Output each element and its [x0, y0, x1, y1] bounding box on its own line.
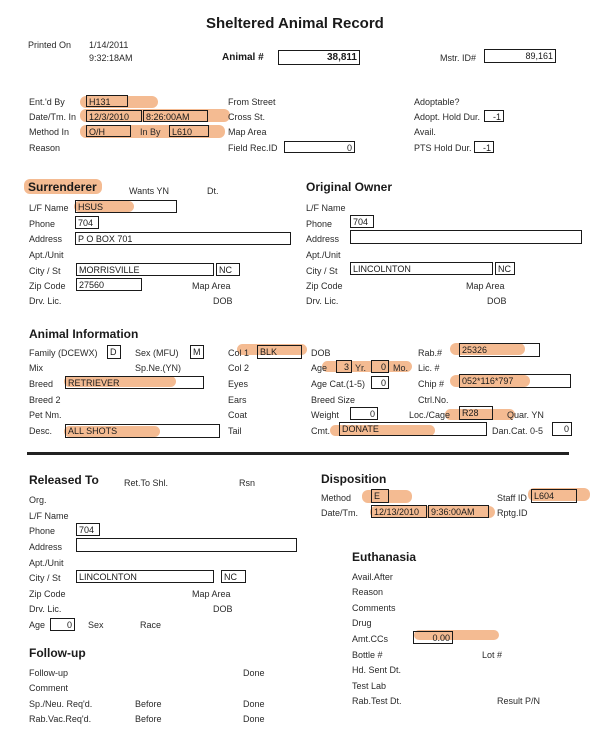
released-map-area-label: Map Area [192, 589, 231, 599]
tail-label: Tail [228, 426, 242, 436]
rabies-field[interactable]: 25326 [459, 343, 540, 357]
owner-map-area-label: Map Area [466, 281, 505, 291]
ctrl-no-label: Ctrl.No. [418, 395, 449, 405]
time-in-field[interactable]: 8:26:00AM [143, 110, 208, 122]
breed-field[interactable]: RETRIEVER [65, 376, 204, 389]
disposition-method-field[interactable]: E [371, 489, 389, 503]
disposition-method-label: Method [321, 493, 352, 503]
adopt-hold-field[interactable]: -1 [484, 110, 504, 122]
owner-state-field[interactable]: NC [495, 262, 515, 275]
surrenderer-address-field[interactable]: P O BOX 701 [75, 232, 291, 245]
spay-neuter-before-label: Before [135, 699, 162, 709]
danger-cat-label: Dan.Cat. 0-5 [492, 426, 544, 436]
pet-name-label: Pet Nm. [29, 410, 62, 420]
col2-label: Col 2 [228, 363, 250, 373]
disposition-date-field[interactable]: 12/13/2010 [371, 505, 427, 518]
method-in-label: Method In [29, 127, 70, 137]
owner-drv-lic-label: Drv. Lic. [306, 296, 339, 306]
surrenderer-city-label: City / St [29, 266, 61, 276]
rptg-id-label: Rptg.ID [497, 508, 528, 518]
adopt-hold-label: Adopt. Hold Dur. [414, 112, 481, 122]
surrenderer-state-field[interactable]: NC [216, 263, 240, 276]
surrenderer-zip-label: Zip Code [29, 281, 66, 291]
surrenderer-drv-lic-label: Drv. Lic. [29, 296, 62, 306]
euth-reason-label: Reason [352, 587, 384, 597]
released-address-label: Address [29, 542, 63, 552]
released-phone-field[interactable]: 704 [76, 523, 100, 536]
original-owner-heading: Original Owner [306, 180, 393, 194]
released-to-heading: Released To [29, 473, 99, 487]
loc-cage-field[interactable]: R28 [459, 406, 493, 420]
entered-by-label: Ent.'d By [29, 97, 65, 107]
age-cat-field[interactable]: 0 [371, 376, 389, 389]
released-name-label: L/F Name [29, 511, 69, 521]
released-apt-label: Apt./Unit [29, 558, 64, 568]
field-rec-label: Field Rec.ID [228, 143, 278, 153]
field-rec-field[interactable]: 0 [284, 141, 355, 153]
in-by-field[interactable]: L610 [169, 125, 209, 137]
years-label: Yr. [355, 363, 367, 373]
method-in-field[interactable]: O/H [86, 125, 131, 137]
adoptable-label: Adoptable? [414, 97, 460, 107]
sex-label: Sex (MFU) [135, 348, 179, 358]
surrenderer-zip-field[interactable]: 27560 [76, 278, 142, 291]
disposition-time-field[interactable]: 9:36:00AM [428, 505, 489, 518]
surrenderer-name-field[interactable]: HSUS [75, 200, 177, 213]
owner-phone-field[interactable]: 704 [350, 215, 374, 228]
wants-yn-label: Wants YN [129, 186, 170, 196]
sex-field[interactable]: M [190, 345, 204, 359]
animal-number-field[interactable]: 38,811 [278, 50, 360, 65]
owner-dob-label: DOB [487, 296, 507, 306]
surrenderer-dob-label: DOB [213, 296, 233, 306]
family-field[interactable]: D [107, 345, 121, 359]
col1-label: Col 1 [228, 348, 250, 358]
avail-label: Avail. [414, 127, 436, 137]
ears-label: Ears [228, 395, 247, 405]
mix-label: Mix [29, 363, 43, 373]
family-label: Family (DCEWX) [29, 348, 98, 358]
date-in-label: Date/Tm. In [29, 112, 77, 122]
followup-label: Follow-up [29, 668, 69, 678]
map-area-label: Map Area [228, 127, 267, 137]
pts-hold-field[interactable]: -1 [474, 141, 494, 153]
pts-hold-label: PTS Hold Dur. [414, 143, 472, 153]
rabies-vac-done-label: Done [243, 714, 265, 724]
weight-field[interactable]: 0 [350, 407, 378, 420]
owner-address-field[interactable] [350, 230, 582, 244]
rabies-vac-label: Rab.Vac.Req'd. [29, 714, 92, 724]
released-state-field[interactable]: NC [221, 570, 246, 583]
owner-apt-label: Apt./Unit [306, 250, 341, 260]
chip-field[interactable]: 052*116*797 [459, 374, 571, 388]
animal-number-label: Animal # [222, 52, 264, 63]
followup-heading: Follow-up [29, 646, 86, 660]
owner-city-label: City / St [306, 266, 338, 276]
date-in-field[interactable]: 12/3/2010 [86, 110, 142, 122]
lot-label: Lot # [482, 650, 503, 660]
surrenderer-heading: Surrenderer [28, 180, 97, 194]
surrenderer-map-area-label: Map Area [192, 281, 231, 291]
weight-label: Weight [311, 410, 339, 420]
page-title: Sheltered Animal Record [206, 15, 384, 32]
surrenderer-city-field[interactable]: MORRISVILLE [76, 263, 214, 276]
amt-ccs-field[interactable]: 0.00 [413, 631, 453, 644]
spay-neuter-done-label: Done [243, 699, 265, 709]
age-cat-label: Age Cat.(1-5) [311, 379, 366, 389]
license-label: Lic. # [418, 363, 440, 373]
rabies-test-date-label: Rab.Test Dt. [352, 696, 402, 706]
released-drv-lic-label: Drv. Lic. [29, 604, 62, 614]
disposition-date-label: Date/Tm. [321, 508, 359, 518]
bottle-label: Bottle # [352, 650, 383, 660]
surrenderer-name-label: L/F Name [29, 203, 69, 213]
rsn-label: Rsn [239, 478, 256, 488]
desc-label: Desc. [29, 426, 53, 436]
released-city-field[interactable]: LINCOLNTON [76, 570, 214, 583]
months-label: Mo. [393, 363, 409, 373]
owner-name-label: L/F Name [306, 203, 346, 213]
released-zip-label: Zip Code [29, 589, 66, 599]
master-id-field[interactable]: 89,161 [484, 49, 556, 63]
staff-id-label: Staff ID [497, 493, 527, 503]
org-label: Org. [29, 495, 47, 505]
released-dob-label: DOB [213, 604, 233, 614]
breed2-label: Breed 2 [29, 395, 61, 405]
from-street-label: From Street [228, 97, 276, 107]
released-phone-label: Phone [29, 526, 56, 536]
staff-id-field[interactable]: L604 [531, 489, 577, 503]
printed-date: 1/14/2011 [89, 40, 129, 50]
printed-time: 9:32:18AM [89, 53, 133, 63]
drug-label: Drug [352, 618, 372, 628]
desc-field[interactable]: ALL SHOTS [65, 424, 220, 438]
followup-done-label: Done [243, 668, 265, 678]
animal-info-heading: Animal Information [29, 327, 139, 341]
cmt-label: Cmt. [311, 426, 330, 436]
col1-field[interactable]: BLK [257, 345, 302, 359]
cross-st-label: Cross St. [228, 112, 266, 122]
eyes-label: Eyes [228, 379, 249, 389]
euth-comments-label: Comments [352, 603, 396, 613]
return-to-shelter-label: Ret.To Shl. [124, 478, 169, 488]
surrenderer-phone-field[interactable]: 704 [75, 216, 99, 229]
released-sex-label: Sex [88, 620, 104, 630]
master-id-label: Mstr. ID# [440, 53, 477, 63]
chip-label: Chip # [418, 379, 445, 389]
age-label: Age [311, 363, 328, 373]
comment-label: Comment [29, 683, 69, 693]
loc-cage-label: Loc./Cage [409, 410, 451, 420]
released-city-label: City / St [29, 573, 61, 583]
test-lab-label: Test Lab [352, 681, 387, 691]
owner-city-field[interactable]: LINCOLNTON [350, 262, 493, 275]
amt-ccs-label: Amt.CCs [352, 634, 388, 644]
avail-after-label: Avail.After [352, 572, 393, 582]
released-address-field[interactable] [76, 538, 297, 552]
owner-address-label: Address [306, 234, 340, 244]
breed-label: Breed [29, 379, 54, 389]
rabies-vac-before-label: Before [135, 714, 162, 724]
breed-size-label: Breed Size [311, 395, 356, 405]
owner-phone-label: Phone [306, 219, 333, 229]
euthanasia-heading: Euthanasia [352, 550, 417, 564]
in-by-label: In By [140, 127, 161, 137]
quarantine-label: Quar. YN [507, 410, 544, 420]
danger-cat-field[interactable]: 0 [552, 422, 572, 436]
head-sent-label: Hd. Sent Dt. [352, 665, 402, 675]
spne-label: Sp.Ne.(YN) [135, 363, 182, 373]
disposition-heading: Disposition [321, 472, 387, 486]
surrenderer-phone-label: Phone [29, 219, 56, 229]
dob-label: DOB [311, 348, 331, 358]
released-race-label: Race [140, 620, 162, 630]
released-age-label: Age [29, 620, 46, 630]
printed-on-label: Printed On [28, 40, 72, 50]
owner-zip-label: Zip Code [306, 281, 343, 291]
entered-by-field[interactable]: H131 [86, 95, 128, 107]
reason-label: Reason [29, 143, 61, 153]
coat-label: Coat [228, 410, 248, 420]
age-months-field[interactable]: 0 [371, 360, 389, 373]
dt-label: Dt. [207, 186, 219, 196]
section-divider [27, 452, 569, 455]
result-label: Result P/N [497, 696, 541, 706]
age-years-field[interactable]: 3 [336, 360, 352, 373]
spay-neuter-label: Sp./Neu. Req'd. [29, 699, 93, 709]
surrenderer-apt-label: Apt./Unit [29, 250, 64, 260]
released-age-field[interactable]: 0 [50, 618, 75, 631]
rabies-label: Rab.# [418, 348, 443, 358]
surrenderer-address-label: Address [29, 234, 63, 244]
cmt-field[interactable]: DONATE [339, 422, 487, 436]
